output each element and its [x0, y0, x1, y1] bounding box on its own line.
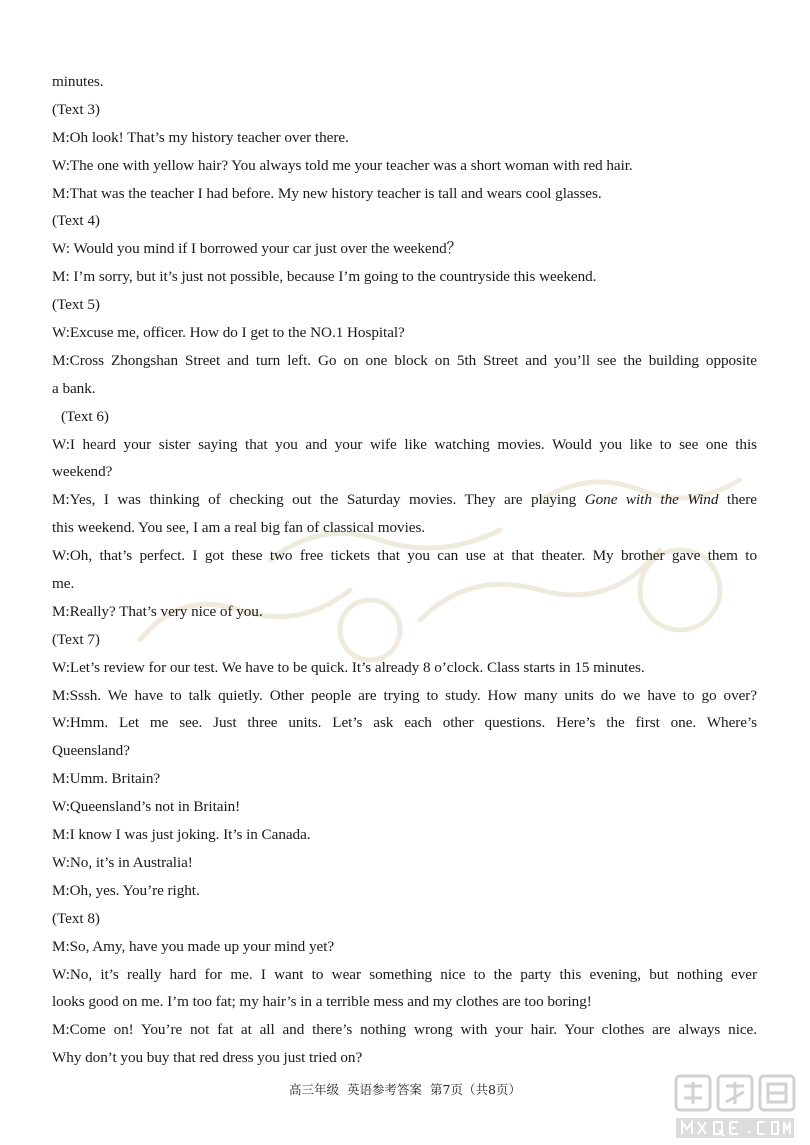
- movie-title: Gone with the Wind: [584, 491, 719, 509]
- text-line: W:Oh, that’s perfect. I got these two free tickets that you can use at that theater. My brother gave them to: [52, 547, 757, 565]
- section-heading-text8: (Text 8): [52, 909, 100, 927]
- section-heading-text6: (Text 6): [61, 407, 109, 425]
- text-line: M:So, Amy, have you made up your mind yet?: [52, 937, 335, 955]
- text-line: W:Excuse me, officer. How do I get to the NO.1 Hospital?: [52, 324, 405, 342]
- text-line: M:Cross Zhongshan Street and turn left. Go on one block on 5th Street and you’ll see the building opposite: [52, 351, 757, 369]
- footer-grade: 高三年级: [289, 1082, 340, 1097]
- text-line: minutes.: [52, 73, 104, 90]
- text-line: a bank.: [52, 379, 96, 397]
- text-line: M:That was the teacher I had before. My new history teacher is tall and wears cool glasses.: [52, 184, 602, 202]
- section-heading-text5: (Text 5): [52, 296, 100, 314]
- text-line: W:Queensland’s not in Britain!: [52, 798, 241, 816]
- text-line: W:The one with yellow hair? You always told me your teacher was a short woman with red hair.: [52, 156, 633, 174]
- watermark-logo: [672, 1072, 802, 1142]
- text-line: W:Hmm. Let me see. Just three units. Let’s ask each other questions. Here’s the first one. Where’s: [52, 714, 757, 732]
- text-line: M:Sssh. We have to talk quietly. Other people are trying to study. How many units do we have to go over?: [52, 686, 757, 704]
- text-line: M:Come on! You’re not fat at all and there’s nothing wrong with your hair. Your clothes are always nice.: [52, 1021, 757, 1039]
- text-line: M:Oh look! That’s my history teacher over there.: [52, 128, 349, 146]
- text-line: Queensland?: [52, 742, 130, 760]
- text-line: M:Oh, yes. You’re right.: [52, 881, 200, 899]
- text-line: W:No, it’s really hard for me. I want to wear something nice to the party this evening, but nothing ever: [52, 965, 757, 983]
- text-line: looks good on me. I’m too fat; my hair’s in a terrible mess and my clothes are too boring!: [52, 993, 592, 1011]
- text-line: Why don’t you buy that red dress you just tried on?: [52, 1049, 363, 1067]
- text-line: W:No, it’s in Australia!: [52, 853, 193, 871]
- text-line: M:Really? That’s very nice of you.: [52, 602, 263, 620]
- text-line: this weekend. You see, I am a real big fan of classical movies.: [52, 519, 426, 537]
- text-line: weekend?: [52, 463, 113, 481]
- footer-subject: 英语参考答案: [347, 1082, 423, 1097]
- text-line: [52, 486, 757, 514]
- text-line: M: I’m sorry, but it’s just not possible, because I’m going to the countryside this weekend.: [52, 268, 597, 286]
- text-line: W: Would you mind if I borrowed your car just over the weekend？: [52, 240, 462, 258]
- text-line: me.: [52, 575, 75, 593]
- text-line: M:I know I was just joking. It’s in Canada.: [52, 826, 311, 844]
- section-heading-text3: (Text 3): [52, 100, 100, 118]
- text-line: M:Umm. Britain?: [52, 770, 161, 788]
- footer-page-number: 第7页（共8页）: [430, 1082, 521, 1097]
- text-line: W:Let’s review for our test. We have to be quick. It’s already 8 o’clock. Class starts in 15 minutes.: [52, 658, 645, 676]
- section-heading-text7: (Text 7): [52, 630, 100, 648]
- text-line-end: there: [718, 491, 758, 509]
- text-line-start: M:Yes, I was thinking of checking out the Saturday movies. They are playing: [52, 491, 585, 509]
- dialogue-text: [52, 68, 757, 1072]
- section-heading-text4: (Text 4): [52, 212, 100, 230]
- text-line: W:I heard your sister saying that you and your wife like watching movies. Would you like to see one this: [52, 435, 757, 453]
